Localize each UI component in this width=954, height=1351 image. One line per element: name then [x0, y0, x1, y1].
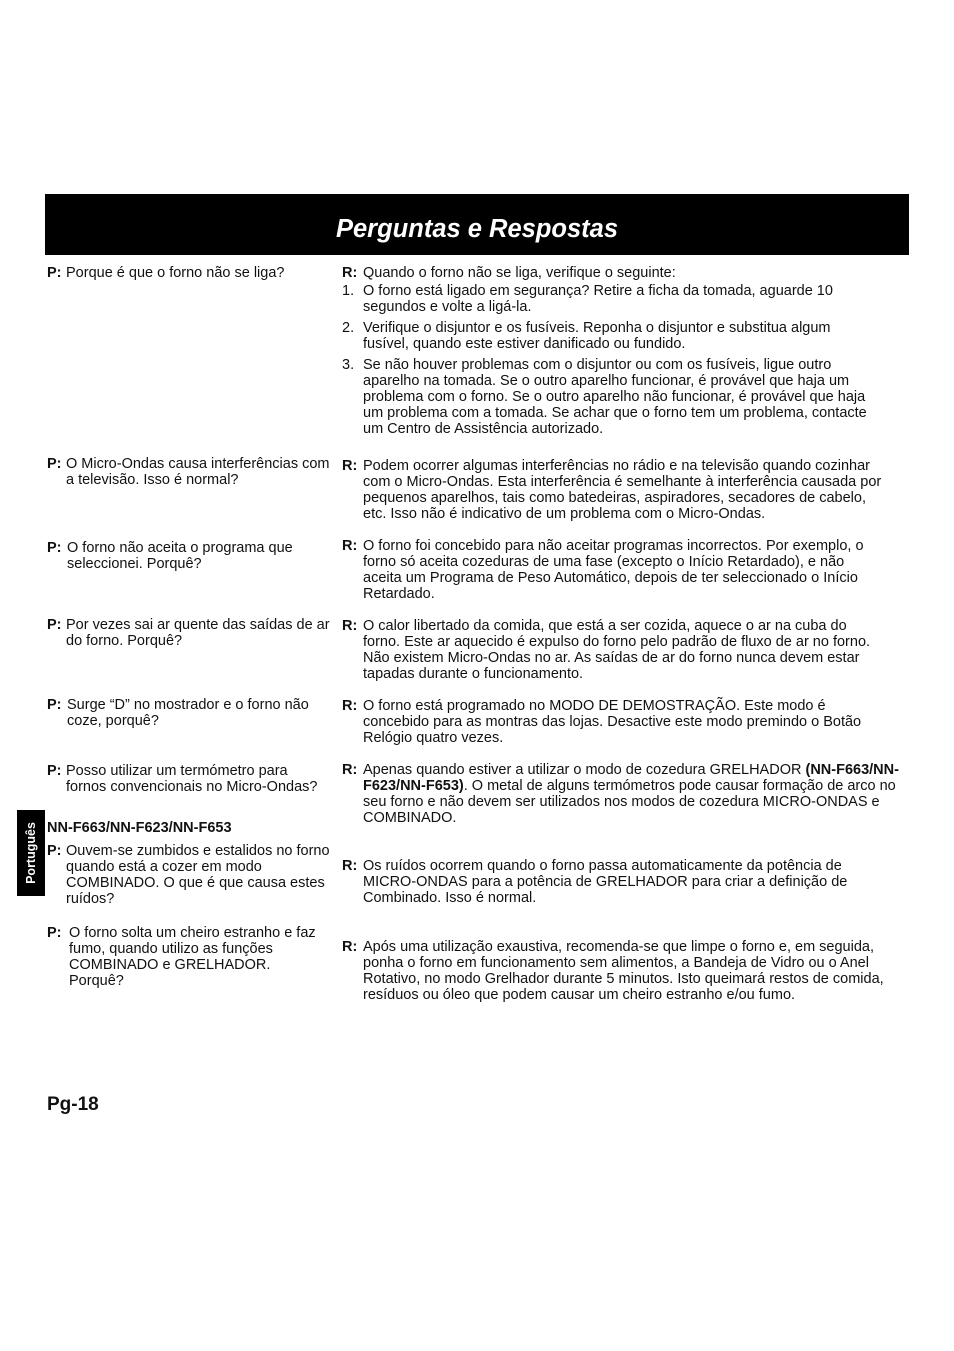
answer-text: MICRO-ONDAS para a potência de GRELHADOR para criar a definição de	[363, 874, 848, 890]
list-number: 3.	[342, 357, 355, 373]
answer-text: resíduos ou óleo que podem causar um cheiro estranho e/ou fumo.	[363, 987, 796, 1003]
answer-text: Não existem Micro-Ondas no ar. As saídas de ar do forno nunca devem estar	[363, 650, 860, 666]
answer-text: O calor libertado da comida, que está a ser cozida, aquece o ar na cuba do	[363, 618, 847, 634]
answer-text: com o Micro-Ondas. Esta interferência é semelhante à interferência causada por	[363, 474, 882, 490]
list-number: 1.	[342, 283, 355, 299]
question-text: COMBINADO e GRELHADOR.	[69, 957, 271, 973]
question-text: seleccionei. Porquê?	[67, 556, 202, 572]
answer-text: pequenos aparelhos, tais como batedeiras, aspiradores, secadores de cabelo,	[363, 490, 866, 506]
answer-label: R:	[342, 538, 358, 554]
question-text: Porque é que o forno não se liga?	[66, 265, 285, 281]
answer-text: Se não houver problemas com o disjuntor ou com os fusíveis, ligue outro	[363, 357, 832, 373]
answer-text: um Centro de Assistência autorizado.	[363, 421, 604, 437]
answer-label: R:	[342, 939, 358, 955]
answer-text: problema com o forno. Se o outro aparelho não funcionar, é provável que haja	[363, 389, 866, 405]
answer-label: R:	[342, 458, 358, 474]
question-text: a televisão. Isso é normal?	[66, 472, 239, 488]
answer-text: Após uma utilização exaustiva, recomenda-se que limpe o forno e, em seguida,	[363, 939, 875, 955]
answer-text: forno só aceita cozeduras de uma fase (excepto o Início Retardado), e não	[363, 554, 845, 570]
language-tab	[17, 810, 45, 896]
header-bar	[45, 194, 909, 255]
question-text: fornos convencionais no Micro-Ondas?	[66, 779, 318, 795]
answer-text: concebido para as montras das lojas. Desactive este modo premindo o Botão	[363, 714, 862, 730]
question-text: Posso utilizar um termómetro para	[66, 763, 288, 779]
question-text: coze, porquê?	[67, 713, 159, 729]
answer-text: fusível, quando este estiver danificado ou fundido.	[363, 336, 686, 352]
list-number: 2.	[342, 320, 355, 336]
answer-text: Quando o forno não se liga, verifique o seguinte:	[363, 265, 676, 281]
answer-text: Verifique o disjuntor e os fusíveis. Reponha o disjuntor e substitua algum	[363, 320, 831, 336]
question-label: P:	[47, 697, 62, 713]
question-label: P:	[47, 456, 62, 472]
answer-label: R:	[342, 698, 358, 714]
question-label: P:	[47, 265, 62, 281]
answer-text: Relógio quatro vezes.	[363, 730, 504, 746]
question-label: P:	[47, 925, 62, 941]
model-section-label: NN-F663/NN-F623/NN-F653	[47, 820, 232, 836]
page-title: Perguntas e Respostas	[335, 215, 619, 243]
question-text: COMBINADO. O que é que causa estes	[66, 875, 325, 891]
question-label: P:	[47, 540, 62, 556]
answer-segment: . O metal de alguns termómetros pode causar formação de arco no	[463, 778, 896, 794]
question-text: Por vezes sai ar quente das saídas de ar	[66, 617, 330, 633]
answer-label: R:	[342, 265, 358, 281]
answer-text: O forno está programado no MODO DE DEMOSTRAÇÃO. Este modo é	[363, 698, 826, 714]
answer-text: Rotativo, no modo Grelhador durante 5 minutos. Isto queimará restos de comida,	[363, 971, 884, 987]
question-label: P:	[47, 763, 62, 779]
answer-text: tapadas durante o funcionamento.	[363, 666, 584, 682]
answer-text: O forno foi concebido para não aceitar programas incorrectos. Por exemplo, o	[363, 538, 864, 554]
answer-text: seu forno e não devem ser utilizados nos modos de cozedura MICRO-ONDAS e	[363, 794, 880, 810]
answer-text	[363, 762, 899, 778]
model-reference: F623/NN-F653)	[363, 778, 464, 794]
answer-text: aparelho na tomada. Se o outro aparelho funcionar, é provável que haja um	[363, 373, 850, 389]
answer-text: aceita um Programa de Peso Automático, depois de ter seleccionado o Início	[363, 570, 858, 586]
answer-text: forno. Este ar aquecido é expulso do forno pelo padrão de fluxo de ar no forno.	[363, 634, 871, 650]
question-text: quando está a cozer em modo	[66, 859, 262, 875]
question-text: ruídos?	[66, 891, 115, 907]
language-tab-label: Português	[24, 822, 38, 884]
question-text: Ouvem-se zumbidos e estalidos no forno	[66, 843, 330, 859]
question-text: O forno não aceita o programa que	[67, 540, 293, 556]
answer-label: R:	[342, 618, 358, 634]
answer-text: O forno está ligado em segurança? Retire a ficha da tomada, aguarde 10	[363, 283, 833, 299]
question-text: Surge “D” no mostrador e o forno não	[67, 697, 309, 713]
question-text: fumo, quando utilizo as funções	[69, 941, 273, 957]
question-text: O Micro-Ondas causa interferências com	[66, 456, 330, 472]
answer-text	[363, 778, 896, 794]
model-reference: (NN-F663/NN-	[805, 762, 899, 778]
answer-text: segundos e volte a ligá-la.	[363, 299, 532, 315]
answer-text: Os ruídos ocorrem quando o forno passa automaticamente da potência de	[363, 858, 842, 874]
answer-text: ponha o forno em funcionamento sem alimentos, a Bandeja de Vidro ou o Anel	[363, 955, 869, 971]
answer-text: COMBINADO.	[363, 810, 457, 826]
question-text: do forno. Porquê?	[66, 633, 183, 649]
question-text: Porquê?	[69, 973, 124, 989]
question-label: P:	[47, 843, 62, 859]
answer-label: R:	[342, 858, 358, 874]
answer-text: Podem ocorrer algumas interferências no rádio e na televisão quando cozinhar	[363, 458, 870, 474]
answer-label: R:	[342, 762, 358, 778]
answer-segment: Apenas quando estiver a utilizar o modo de cozedura GRELHADOR	[363, 762, 806, 778]
answer-text: Retardado.	[363, 586, 435, 602]
answer-text: Combinado. Isso é normal.	[363, 890, 537, 906]
page-number: Pg-18	[47, 1094, 99, 1115]
question-label: P:	[47, 617, 62, 633]
question-text: O forno solta um cheiro estranho e faz	[69, 925, 316, 941]
answer-text: etc. Isso não é indicativo de um problema com o Micro-Ondas.	[363, 506, 766, 522]
answer-text: um problema com a tomada. Se achar que o forno tem um problema, contacte	[363, 405, 867, 421]
